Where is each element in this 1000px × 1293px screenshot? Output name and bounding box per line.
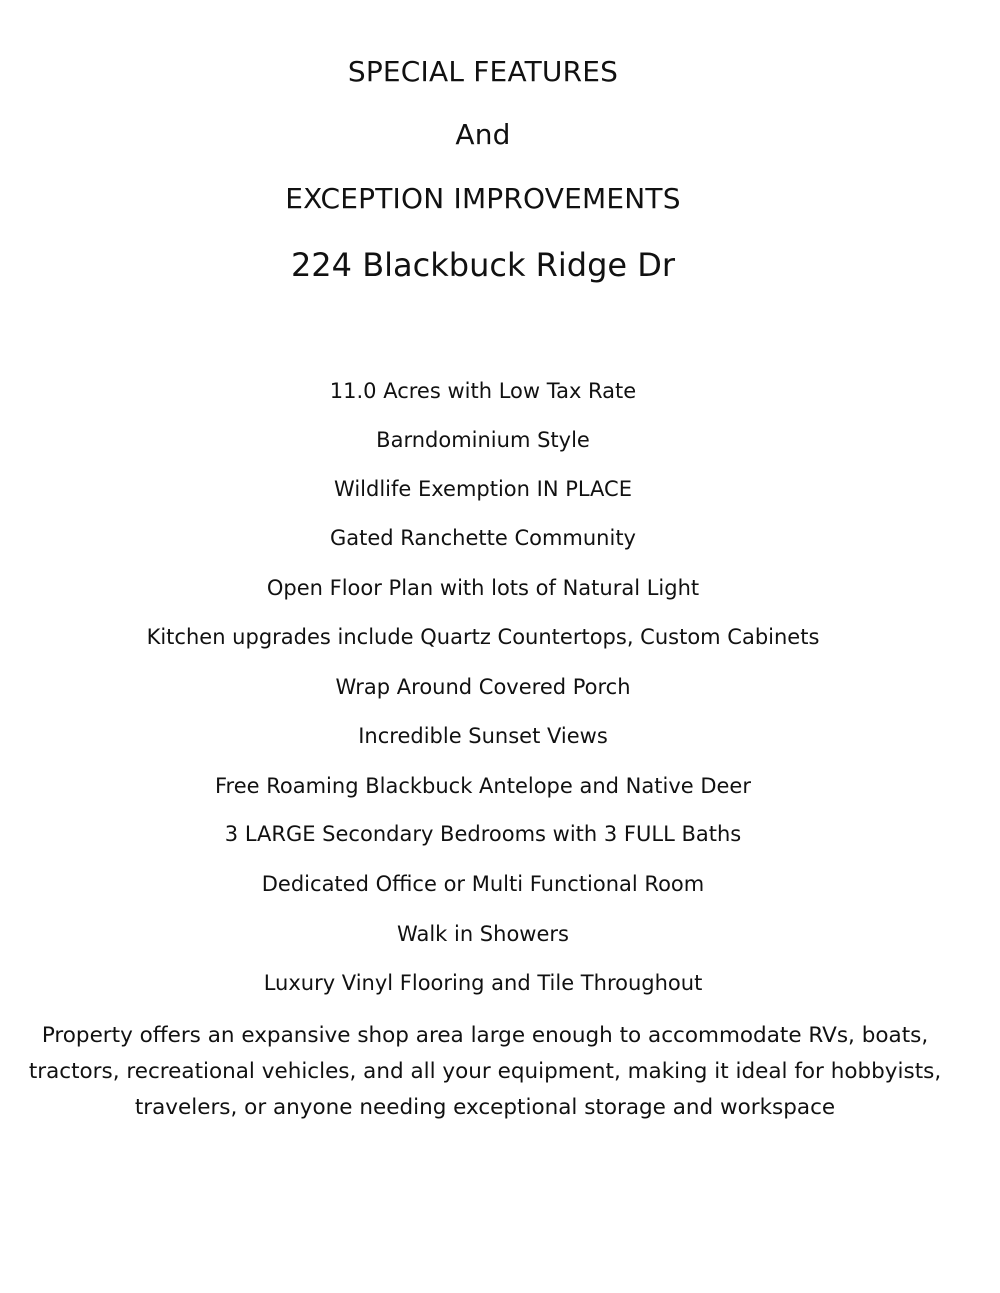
feature-item: 3 LARGE Secondary Bedrooms with 3 FULL Baths (224, 822, 742, 846)
feature-item: Walk in Showers (397, 922, 569, 946)
feature-item: Gated Ranchette Community (330, 526, 636, 550)
feature-item: Free Roaming Blackbuck Antelope and Native Deer (215, 774, 751, 798)
feature-item: Incredible Sunset Views (358, 724, 608, 748)
heading-and: And (455, 118, 511, 151)
feature-item: Dedicated Office or Multi Functional Room (261, 872, 705, 896)
heading-special-features: SPECIAL FEATURES (347, 55, 619, 88)
feature-item: Kitchen upgrades include Quartz Countertops, Custom Cabinets (146, 625, 820, 649)
property-address: 224 Blackbuck Ridge Dr (290, 246, 676, 284)
feature-item: Barndominium Style (376, 428, 590, 452)
feature-item: Wrap Around Covered Porch (335, 675, 631, 699)
heading-exception-improvements: EXCEPTION IMPROVEMENTS (285, 182, 681, 215)
feature-item: Luxury Vinyl Flooring and Tile Throughout (263, 971, 703, 995)
feature-item: 11.0 Acres with Low Tax Rate (329, 379, 637, 403)
feature-item: Wildlife Exemption IN PLACE (334, 477, 632, 501)
feature-item: Open Floor Plan with lots of Natural Light (266, 576, 700, 600)
closing-paragraph: Property offers an expansive shop area large enough to accommodate RVs, boats, tractors, recreational vehicles, and all your equipment, making it ideal for hobbyists, travelers, or anyone needing exceptional storage and workspace (28, 1023, 942, 1120)
